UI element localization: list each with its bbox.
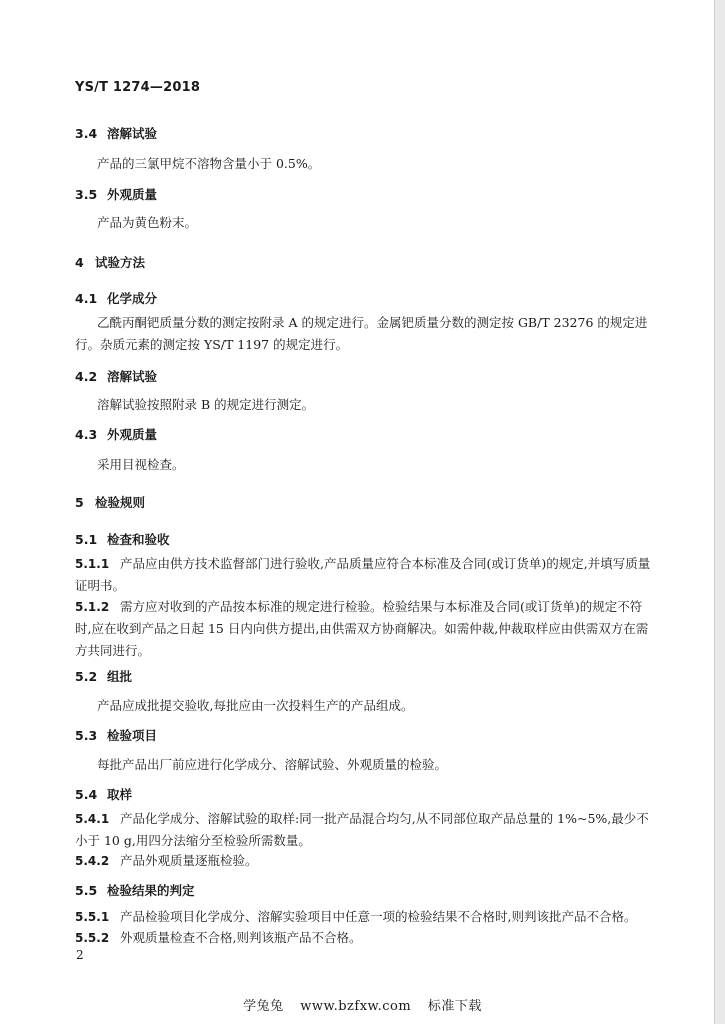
heading-5-5: 5.5 检验结果的判定 bbox=[75, 883, 195, 898]
clause-5-5-2: 5.5.2 外观质量检查不合格,则判该瓶产品不合格。 bbox=[75, 930, 362, 945]
paragraph-3-4: 产品的三氯甲烷不溶物含量小于 0.5%。 bbox=[97, 156, 321, 171]
clause-5-1-2: 5.1.2 需方应对收到的产品按本标准的规定进行检验。检验结果与本标准及合同(或订货单)的规定不符时,应在收到产品之日起 15 日内向供方提出,由供需双方协商解决。如需仲裁,仲裁取样应由供需双方在需方共同进行。 bbox=[75, 599, 649, 658]
heading-5-1: 5.1 检查和验收 bbox=[75, 532, 170, 547]
page-number: 2 bbox=[76, 948, 84, 962]
footer-site-name: 学兔兔 bbox=[243, 999, 284, 1014]
heading-5-3: 5.3 检验项目 bbox=[75, 728, 158, 743]
footer-watermark bbox=[0, 995, 725, 1014]
heading-4-2: 4.2 溶解试验 bbox=[75, 369, 158, 384]
heading-3-4: 3.4 溶解试验 bbox=[75, 126, 158, 141]
footer-tagline: 标准下载 bbox=[427, 999, 482, 1014]
clause-5-5-1: 5.5.1 产品检验项目化学成分、溶解实验项目中任意一项的检验结果不合格时,则判该批产品不合格。 bbox=[75, 909, 637, 924]
heading-4-3: 4.3 外观质量 bbox=[75, 427, 158, 442]
clause-5-1-1: 5.1.1 产品应由供方技术监督部门进行验收,产品质量应符合本标准及合同(或订货单)的规定,并填写质量证明书。 bbox=[75, 556, 651, 593]
page-edge bbox=[714, 0, 725, 1024]
paragraph-4-2: 溶解试验按照附录 B 的规定进行测定。 bbox=[97, 397, 315, 412]
standard-number: YS/T 1274—2018 bbox=[75, 80, 201, 95]
heading-3-5: 3.5 外观质量 bbox=[75, 187, 158, 202]
clause-5-4-1: 5.4.1 产品化学成分、溶解试验的取样:同一批产品混合均匀,从不同部位取产品总量的 1%~5%,最少不小于 10 g,用四分法缩分至检验所需数量。 bbox=[75, 811, 649, 848]
heading-5: 5 检验规则 bbox=[75, 495, 146, 510]
heading-5-2: 5.2 组批 bbox=[75, 669, 133, 684]
paragraph-5-3: 每批产品出厂前应进行化学成分、溶解试验、外观质量的检验。 bbox=[97, 757, 448, 772]
heading-5-4: 5.4 取样 bbox=[75, 787, 133, 802]
heading-4-1: 4.1 化学成分 bbox=[75, 291, 158, 306]
clause-5-4-2: 5.4.2 产品外观质量逐瓶检验。 bbox=[75, 853, 258, 868]
footer-url[interactable]: www.bzfxw.com bbox=[300, 999, 412, 1014]
paragraph-4-3: 采用目视检查。 bbox=[97, 457, 185, 472]
paragraph-5-2: 产品应成批提交验收,每批应由一次投料生产的产品组成。 bbox=[97, 698, 414, 713]
heading-4: 4 试验方法 bbox=[75, 255, 146, 270]
paragraph-3-5: 产品为黄色粉末。 bbox=[97, 215, 198, 230]
paragraph-4-1: 乙酰丙酮钯质量分数的测定按附录 A 的规定进行。金属钯质量分数的测定按 GB/T 23276 的规定进行。杂质元素的测定按 YS/T 1197 的规定进行。 bbox=[75, 315, 648, 352]
